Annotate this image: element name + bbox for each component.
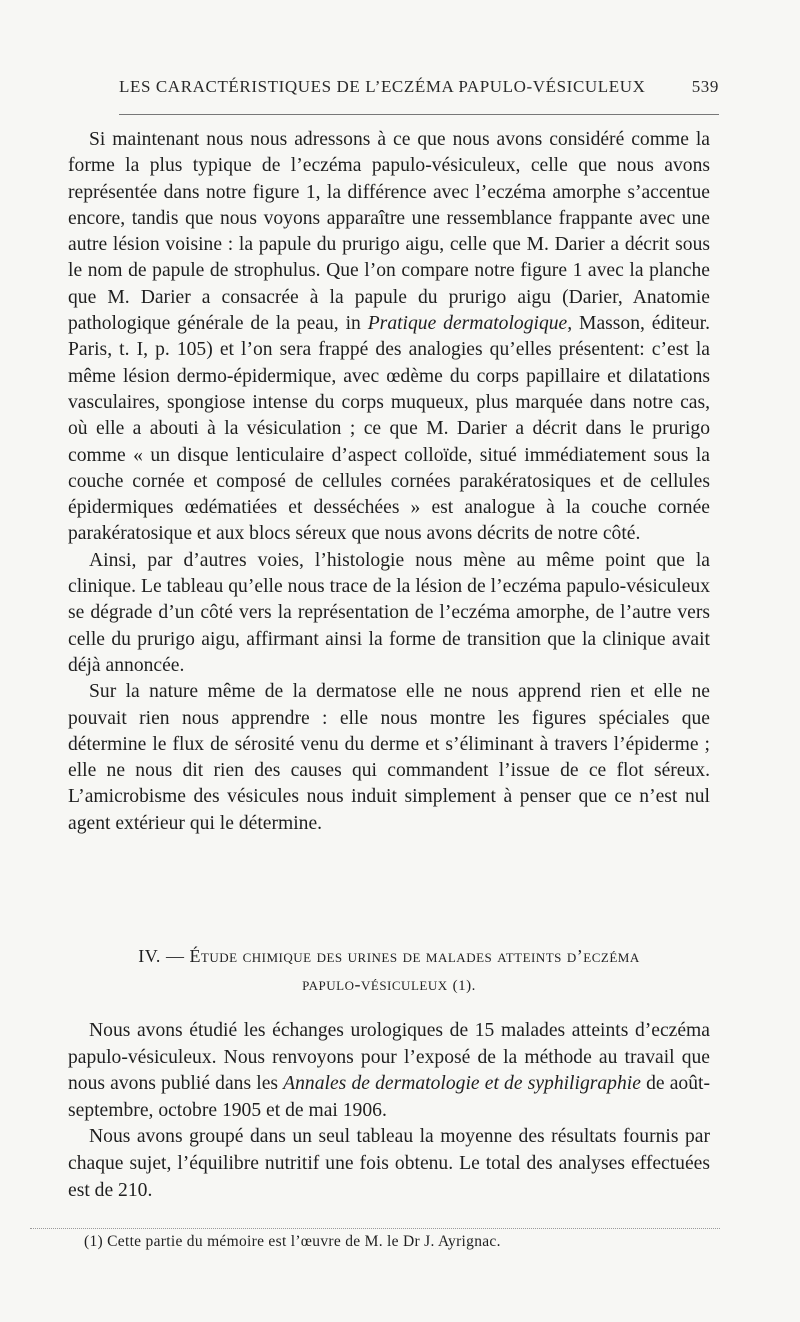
heading-line-2 (68, 970, 710, 1000)
paragraph (68, 1018, 710, 1124)
header-rule (119, 114, 719, 115)
heading-text: papulo-vésiculeux (302, 974, 448, 994)
running-title: LES CARACTÉRISTIQUES DE L’ECZÉMA PAPULO-VÉSICULEUX (119, 77, 646, 96)
paragraph: Ainsi, par d’autres voies, l’histologie nous mène au même point que la clinique. Le tableau qu’elle nous trace de la lésion de l’eczéma papulo-vésiculeux se dégrade d’un côté vers la représentation de l’eczéma amorphe, de l’autre vers celle du prurigo aigu, affirmant ainsi la forme de transition que la clinique avait déjà annoncée. (68, 549, 710, 676)
footnote-rule (30, 1228, 720, 1229)
section-heading-iv (68, 942, 710, 1000)
paragraph-text: Masson, éditeur. Paris, t. I, p. 105) et l’on sera frappé des analogies qu’elles présentent: c’est la même lésion dermo-épidermique, avec œdème du corps papillaire et dilatations vasculaires, spongiose intense du corps muqueux, plus marquée dans notre cas, où elle a abouti à la vésiculation ; ce que M. Darier a décrit dans le prurigo comme « un disque lenticulaire d’aspect colloïde, situé immédiatement sous la couche cornée et composé de cellules cornées parakératosiques et de cellules épidermiques œdématiées et desséchées » est analogue à la couche cornée parakératosique et aux blocs séreux que nous avons décrits de notre côté. (68, 313, 710, 545)
paragraph: Nous avons groupé dans un seul tableau la moyenne des résultats fournis par chaque sujet, l’équilibre nutritif une fois obtenu. Le total des analyses effectuées est de 210. (68, 1126, 710, 1201)
running-head (119, 77, 719, 97)
italic-journal-title: Annales de dermatologie et de syphiligraphie (283, 1073, 641, 1095)
paragraph-text: Nous avons étudié les échanges urologiques de 15 malades atteints d’eczéma papulo-vésiculeux. Nous renvoyons pour l’exposé de la méthode au travail que nous avons publié dans les (68, 1020, 710, 1095)
paragraph-text: de août-septembre, octobre 1905 et de mai 1906. (68, 1073, 710, 1121)
italic-title-pratique: Pratique dermatologique, (367, 313, 573, 335)
paragraph (68, 127, 710, 548)
section-numeral: IV. (138, 946, 161, 966)
body-text-section-3 (68, 127, 710, 837)
paragraph-text: Si maintenant nous nous adressons à ce que nous avons considéré comme la forme la plus typique de l’eczéma papulo-vésiculeux, celle que nous avons représentée dans notre figure 1, la différence avec l’eczéma amorphe s’accentue encore, tandis que nous voyons apparaître une ressemblance frappante avec une autre lésion voisine : la papule du prurigo aigu, celle que M. Darier a décrit sous le nom de papule de strophulus. Que l’on compare notre figure 1 avec la planche que M. Darier a consacrée à la papule du prurigo aigu (Darier, Anatomie pathologique générale de la peau, in (68, 129, 710, 335)
paragraph: Sur la nature même de la dermatose elle ne nous apprend rien et elle ne pouvait rien nous apprendre : elle nous montre les figures spéciales que détermine le flux de sérosité venu du derme et s’éliminant à travers l’épiderme ; elle ne nous dit rien des causes qui commandent l’issue de ce flot séreux. L’amicrobisme des vésicules nous induit simplement à penser que ce n’est nul agent extérieur qui le détermine. (68, 681, 710, 834)
footnote-reference: (1). (452, 978, 476, 994)
heading-line-1 (68, 942, 710, 970)
heading-text: Étude chimique des urines de malades atteints d’eczéma (189, 946, 640, 966)
body-text-section-4 (68, 1018, 710, 1204)
footnote: (1) Cette partie du mémoire est l’œuvre de M. le Dr J. Ayrignac. (84, 1233, 501, 1250)
heading-dash: — (165, 946, 185, 966)
page-number: 539 (691, 77, 719, 96)
